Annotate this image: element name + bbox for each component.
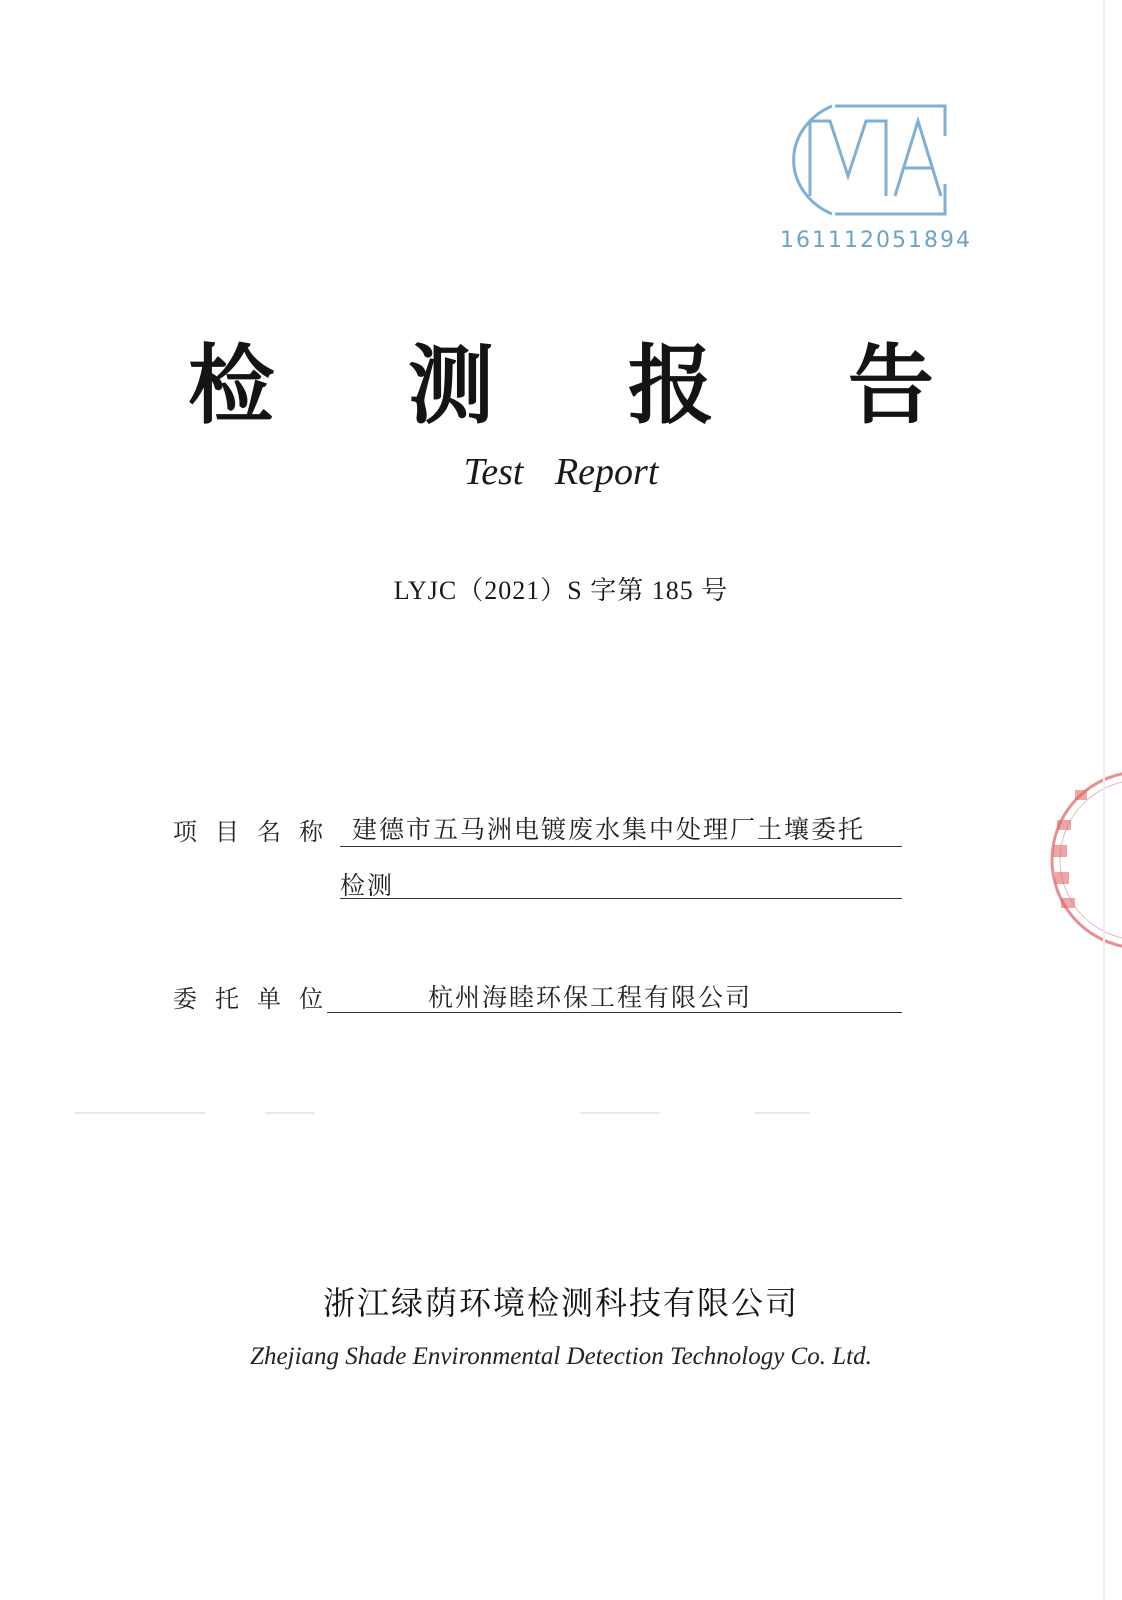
company-name-cn: 浙江绿荫环境检测科技有限公司 xyxy=(322,1284,799,1322)
company-name-en: Zhejiang Shade Environmental Detection Technology Co. Ltd. xyxy=(250,1343,872,1370)
scan-artifact xyxy=(265,1112,315,1114)
report-number: LYJC（2021）S 字第 185 号 xyxy=(393,576,729,605)
client-label: 委托单位 xyxy=(173,985,341,1013)
project-name-label: 项目名称 xyxy=(173,818,341,846)
project-name-value-line2: 检测 xyxy=(340,871,395,900)
scan-artifact xyxy=(75,1112,205,1114)
project-name-underline-2 xyxy=(340,898,902,899)
report-title: 检 测 报 告 xyxy=(188,335,986,436)
report-subtitle: Test Report xyxy=(463,451,659,493)
page-edge xyxy=(1103,0,1105,1600)
scan-artifact xyxy=(580,1112,660,1114)
company-seal xyxy=(1045,760,1122,960)
project-name-value-line1: 建德市五马洲电镀废水集中处理厂土壤委托 xyxy=(352,815,866,844)
project-name-underline-1 xyxy=(340,846,902,847)
cma-number: 161112051894 xyxy=(780,228,972,253)
client-value: 杭州海睦环保工程有限公司 xyxy=(428,983,753,1012)
scan-artifact xyxy=(755,1112,810,1114)
